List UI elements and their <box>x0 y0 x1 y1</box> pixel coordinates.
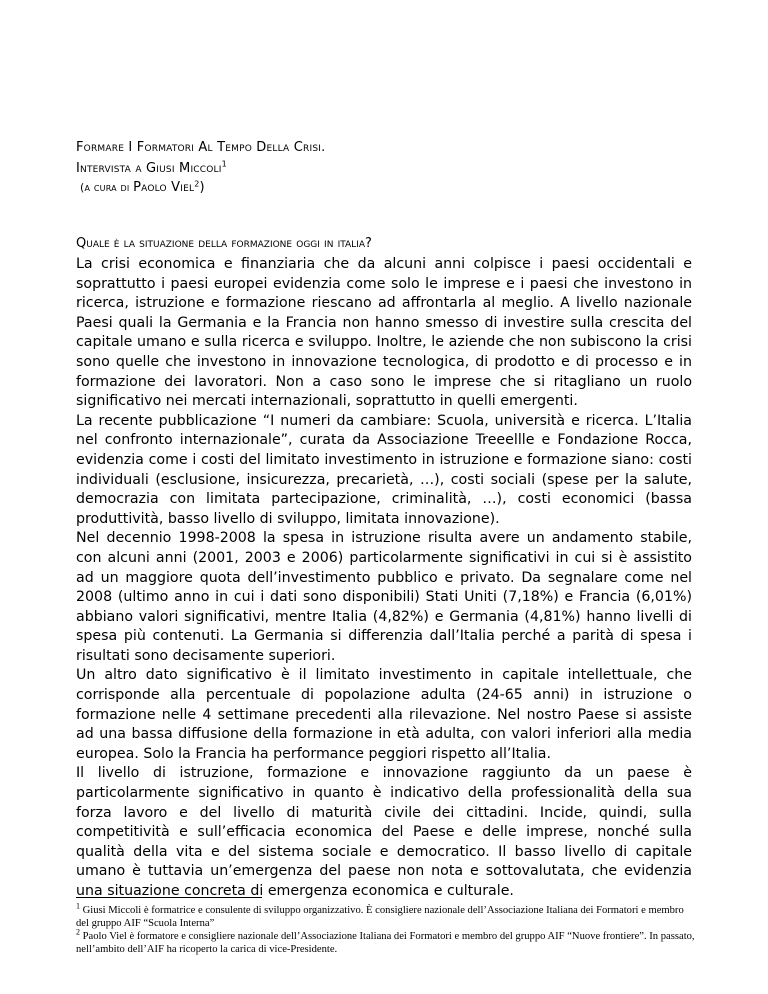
footnote-mark: 2 <box>76 927 80 937</box>
footnote-1 <box>76 901 696 930</box>
footnote-2 <box>76 927 696 956</box>
footnote-divider <box>76 897 262 898</box>
paragraph: La recente pubblicazione “I numeri da cambiare: Scuola, università e ricerca. L’Italia nel confronto internazionale”, curata da Associazione Treeellle e Fondazione Rocca, evidenzia come i costi del limitato investimento in istruzione e formazione siano: costi individuali (esclusione, insicurezza, precarietà, …), costi sociali (spese per la salute, democrazia con limitata partecipazione, criminalità, …), costi economici (bassa produttività, basso livello di sviluppo, limitata innovazione). <box>76 412 692 527</box>
question-heading: Quale è la situazione della formazione oggi in italia? <box>76 236 372 251</box>
interview-prefix: Intervista a <box>76 161 147 176</box>
curated-suffix: ) <box>199 180 205 195</box>
paragraph: Un altro dato significativo è il limitato investimento in capitale intellettuale, che corrisponde alla percentuale di popolazione adulta (24-65 anni) in istruzione o formazione nelle 4 settimane precedenti alla rilevazione. Nel nostro Paese si assiste ad una bassa diffusione della formazione in età adulta, con valori inferiori alla media europea. Solo la Francia ha performance peggiori rispetto all’Italia. <box>76 667 692 762</box>
footnote-mark: 1 <box>76 901 80 911</box>
article-title: Formare I Formatori Al Tempo Della Crisi. <box>76 140 326 155</box>
curator-line <box>80 180 205 195</box>
paragraph: Il livello di istruzione, formazione e innovazione raggiunto da un paese è particolarmente significativo in quanto è indicativo della professionalità della sua forza lavoro e del livello di maturità civile dei cittadini. Incide, quindi, sulla competitività e sull’efficacia economica del Paese e delle imprese, nonché sulla qualità della vita e del sistema sociale e democratico. Il basso livello di capitale umano è tuttavia un’emergenza del paese non nota e sottovalutata, che evidenzia una situazione concreta di emergenza economica e culturale. <box>76 765 692 899</box>
paragraph: La crisi economica e finanziaria che da alcuni anni colpisce i paesi occidentali e soprattutto i paesi europei evidenzia come solo le imprese e i paesi che investono in ricerca, istruzione e formazione riescano ad affrontarla al meglio. A livello nazionale Paesi quali la Germania e la Francia non hanno smesso di investire sulla crescita del capitale umano e sulla ricerca e sviluppo. Inoltre, le aziende che non subiscono la crisi sono quelle che investono in innovazione tecnologica, di prodotto e di processo e in formazione dei lavoratori. Non a caso sono le imprese che si ritagliano un ruolo significativo nei mercati internazionali, soprattutto in quelli emergenti. <box>76 256 692 410</box>
paragraph: Nel decennio 1998-2008 la spesa in istruzione risulta avere un andamento stabile, con alcuni anni (2001, 2003 e 2006) particolarmente significativi in cui si è assistito ad un maggiore quota dell’investimento pubblico e privato. Da segnalare come nel 2008 (ultimo anno in cui i dati sono disponibili) Stati Uniti (7,18%) e Francia (6,01%) abbiano valori significativi, mentre Italia (4,82%) e Germania (4,81%) hanno livelli di spesa più contenuti. La Germania si differenzia dall’Italia perché a parità di spesa i risultati sono decisamente superiori. <box>76 530 692 664</box>
curated-prefix: (a cura di <box>80 181 134 194</box>
footnotes <box>76 901 696 956</box>
interviewee-name: Giusi Miccoli <box>146 161 222 176</box>
footnote-text: Paolo Viel è formatore e consigliere nazionale dell’Associazione Italiana dei Formatori e membro del gruppo AIF “Nuove frontiere”. In passato, nell’ambito dell’AIF ha ricoperto la carica di vice-Presidente. <box>76 931 695 955</box>
interview-line <box>76 161 227 176</box>
footnote-text: Giusi Miccoli è formatrice e consulente di sviluppo organizzativo. È consigliere nazionale dell’Associazione Italiana dei Formatori e membro del gruppo AIF “Scuola Interna” <box>76 905 684 929</box>
article-body <box>76 255 692 902</box>
footnote-ref-1[interactable]: 1 <box>221 159 227 169</box>
curator-name: Paolo Viel <box>133 180 195 195</box>
footnote-ref-2[interactable]: 2 <box>194 179 200 189</box>
